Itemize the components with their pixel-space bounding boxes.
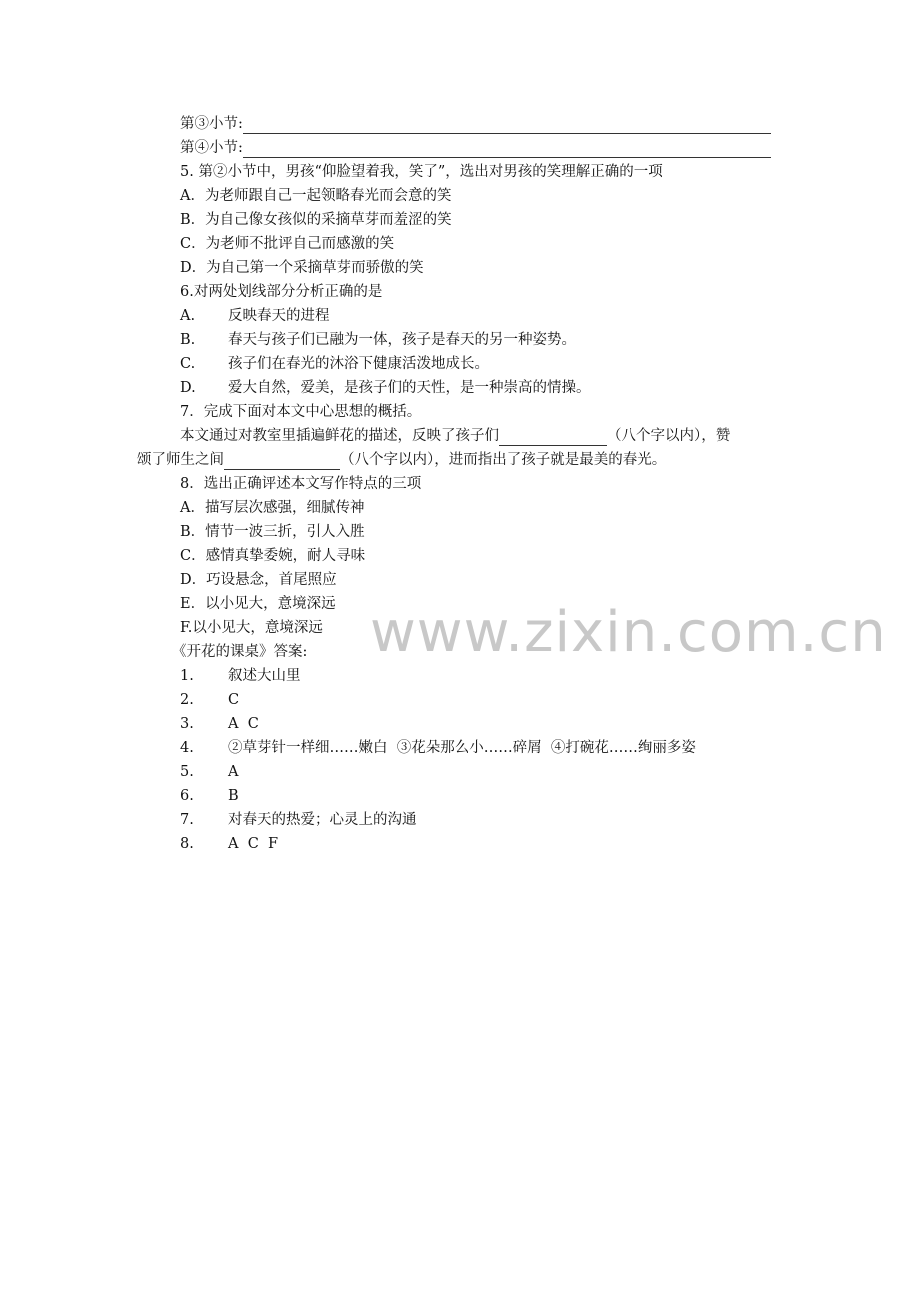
q8-option-a: A．描写层次感强，细腻传神 <box>180 500 365 516</box>
q5-option-a: A．为老师跟自己一起领略春光而会意的笑 <box>180 188 452 204</box>
answer-number: 7. <box>180 812 194 828</box>
q6-option-b-letter: B. <box>180 332 196 348</box>
answer-item <box>180 786 239 806</box>
answer-item <box>180 810 417 830</box>
answer-number: 8. <box>180 836 194 852</box>
answer-item <box>180 738 696 758</box>
q5-stem: 5. 第②小节中，男孩“仰脸望着我，笑了”，选出对男孩的笑理解正确的一项 <box>180 164 663 180</box>
answer-text: A C <box>228 716 259 732</box>
q6-option-d <box>180 378 591 398</box>
section4-line <box>180 138 771 158</box>
q6-option-b-text: 春天与孩子们已融为一体，孩子是春天的另一种姿势。 <box>228 332 576 348</box>
q7-line1-text-b: （八个字以内），赞 <box>607 428 731 444</box>
answer-item <box>180 762 238 782</box>
q5-option-b: B．为自己像女孩似的采摘草芽而羞涩的笑 <box>180 212 452 228</box>
q8-stem: 8．选出正确评述本文写作特点的三项 <box>180 476 422 492</box>
section4-label: 第④小节: <box>180 140 243 156</box>
q6-option-d-text: 爱大自然，爱美，是孩子们的天性，是一种崇高的情操。 <box>228 380 591 396</box>
answer-text: B <box>228 788 239 804</box>
section4-blank <box>243 142 771 158</box>
answer-text: A C F <box>228 836 279 852</box>
q6-option-a-text: 反映春天的进程 <box>228 308 330 324</box>
q8-option-c: C．感情真挚委婉，耐人寻味 <box>180 548 366 564</box>
q6-option-c-text: 孩子们在春光的沐浴下健康活泼地成长。 <box>228 356 489 372</box>
answer-text: 对春天的热爱；心灵上的沟通 <box>228 812 417 828</box>
answer-item <box>180 666 301 686</box>
section3-line <box>180 114 771 134</box>
q7-summary-line2 <box>137 450 666 470</box>
q7-stem: 7．完成下面对本文中心思想的概括。 <box>180 404 422 420</box>
section3-blank <box>243 118 771 134</box>
section3-label: 第③小节: <box>180 116 243 132</box>
answer-number: 6. <box>180 788 194 804</box>
q7-line2-text-b: （八个字以内），进而指出了孩子就是最美的春光。 <box>340 452 667 468</box>
q7-line1-text-a: 本文通过对教室里插遍鲜花的描述，反映了孩子们 <box>180 428 499 444</box>
q7-line2-text-a: 颂了师生之间 <box>137 452 224 468</box>
q6-option-c-letter: C. <box>180 356 196 372</box>
answer-item <box>180 714 259 734</box>
answer-item <box>180 834 278 854</box>
answer-text: 叙述大山里 <box>228 668 301 684</box>
answer-number: 1. <box>180 668 194 684</box>
q6-option-d-letter: D. <box>180 380 196 396</box>
q8-option-f: F.以小见大，意境深远 <box>180 620 323 636</box>
answers-title: 《开花的课桌》答案: <box>172 644 308 660</box>
q6-option-c <box>180 354 489 374</box>
q6-option-b <box>180 330 576 350</box>
answer-text: C <box>228 692 240 708</box>
answer-number: 3. <box>180 716 194 732</box>
answer-number: 5. <box>180 764 194 780</box>
q8-option-d: D．巧设悬念，首尾照应 <box>180 572 337 588</box>
q6-stem: 6.对两处划线部分分析正确的是 <box>180 284 383 300</box>
q7-summary-line1 <box>180 426 730 446</box>
q5-option-c: C．为老师不批评自己而感激的笑 <box>180 236 395 252</box>
q6-option-a-letter: A. <box>180 308 196 324</box>
q8-option-b: B．情节一波三折，引人入胜 <box>180 524 365 540</box>
q5-option-d: D．为自己第一个采摘草芽而骄傲的笑 <box>180 260 424 276</box>
q6-option-a <box>180 306 330 326</box>
watermark-text: www.zixin.com.cn <box>370 600 887 665</box>
q7-blank-1 <box>499 430 607 446</box>
answer-text: A <box>228 764 239 780</box>
q8-option-e: E．以小见大，意境深远 <box>180 596 336 612</box>
answer-number: 4. <box>180 740 194 756</box>
q7-blank-2 <box>224 454 340 470</box>
answer-text: ②草芽针一样细……嫩白 ③花朵那么小……碎屑 ④打碗花……绚丽多姿 <box>228 740 696 756</box>
answer-number: 2. <box>180 692 194 708</box>
answer-item <box>180 690 239 710</box>
